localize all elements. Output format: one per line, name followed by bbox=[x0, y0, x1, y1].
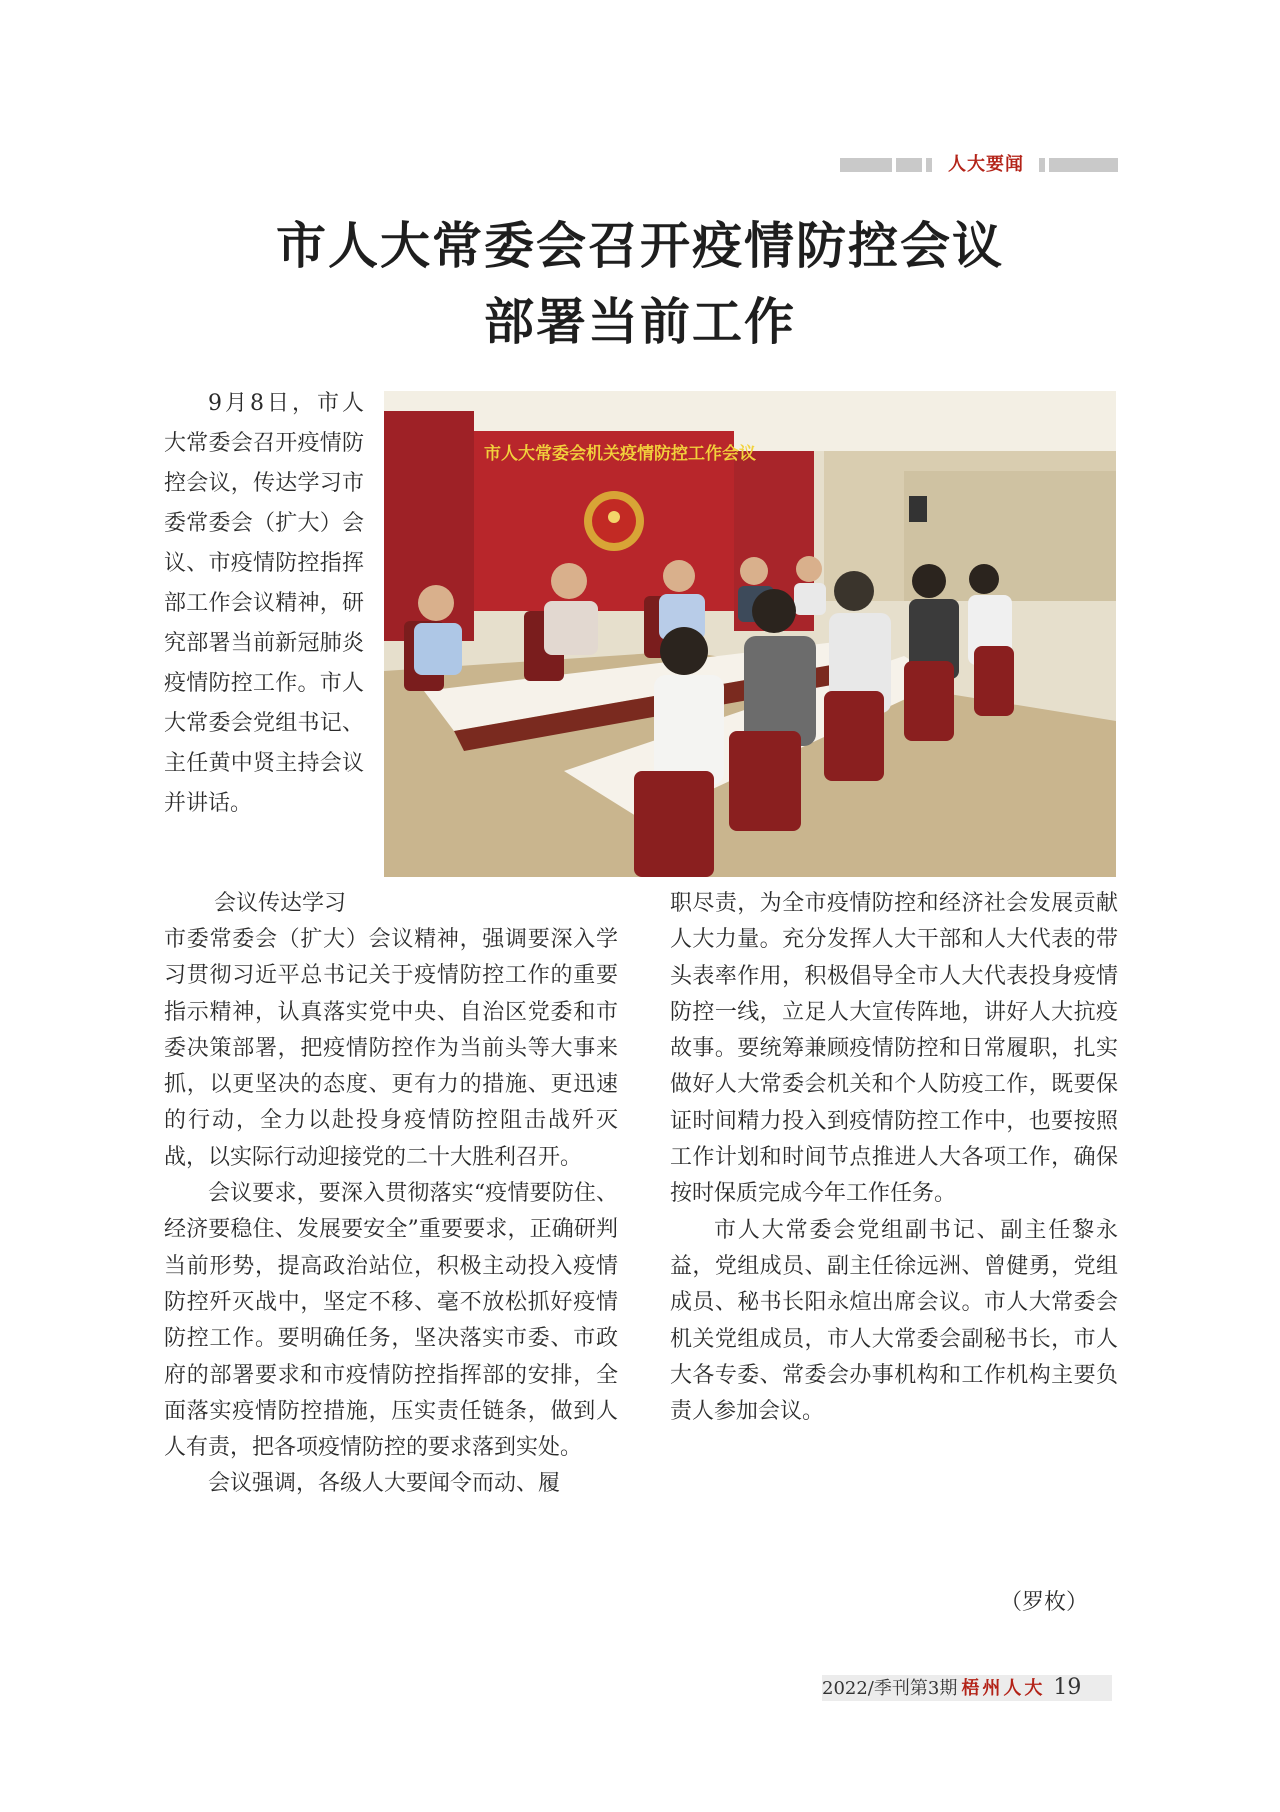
header-bar-decoration bbox=[1039, 158, 1045, 172]
header-bar-decoration bbox=[926, 158, 932, 172]
issue-label: 2022/季刊第3期 bbox=[822, 1678, 958, 1699]
intro-paragraph bbox=[164, 384, 364, 824]
paragraph-2: 会议要求，要深入贯彻落实“疫情要防住、经济要稳住、发展要安全”重要要求，正确研判当前形势，提高政治站位，积极主动投入疫情防控歼灭战中，坚定不移、毫不放松抓好疫情防控工作。要明确任务，坚决落实市委、市政府的部署要求和市疫情防控指挥部的安排，全面落实疫情防控措施，压实责任链条，做到人人有责，把各项疫情防控的要求落到实处。 bbox=[164, 1181, 618, 1461]
article-title-line-2: 部署当前工作 bbox=[484, 292, 796, 351]
author-credit: （罗枚） bbox=[1000, 1590, 1089, 1615]
magazine-name: 梧州人大 bbox=[961, 1678, 1046, 1699]
paragraph-3-start: 会议强调，各级人大要闻令而动、履 bbox=[208, 1471, 561, 1497]
page-footer bbox=[822, 1675, 1122, 1701]
left-column bbox=[164, 886, 618, 1503]
page-number: 19 bbox=[1053, 1675, 1082, 1700]
paragraph-1-continued: 市委常委会（扩大）会议精神，强调要深入学习贯彻习近平总书记关于疫情防控工作的重要指示精神，认真落实党中央、自治区党委和市委决策部署，把疫情防控作为当前头等大事来抓，以更坚决的态度、更有力的措施、更迅速的行动，全力以赴投身疫情防控阻击战歼灭战，以实际行动迎接党的二十大胜利召开。 bbox=[164, 927, 618, 1170]
article-title-line-1: 市人大常委会召开疫情防控会议 bbox=[276, 216, 1004, 275]
paragraph-4: 市人大常委会党组副书记、副主任黎永益，党组成员、副主任徐远洲、曾健勇，党组成员、秘书长阳永煊出席会议。市人大常委会机关党组成员，市人大常委会副秘书长，市人大各专委、常委会办事机构和工作机构主要负责人参加会议。 bbox=[670, 1217, 1118, 1425]
header-bar-decoration bbox=[840, 158, 892, 172]
header-bar-decoration bbox=[896, 158, 922, 172]
meeting-photo bbox=[384, 391, 1116, 877]
right-column bbox=[670, 886, 1118, 1430]
section-header bbox=[840, 154, 1118, 176]
paragraph-3-continued: 职尽责，为全市疫情防控和经济社会发展贡献人大力量。充分发挥人大干部和人大代表的带头表率作用，积极倡导全市人大代表投身疫情防控一线，立足人大宣传阵地，讲好人大抗疫故事。要统筹兼顾疫情防控和日常履职，扎实做好人大常委会机关和个人防疫工作，既要保证时间精力投入到疫情防控工作中，也要按照工作计划和时间节点推进人大各项工作，确保按时保质完成今年工作任务。 bbox=[670, 891, 1118, 1207]
intro-text: 9月8日，市人大常委会召开疫情防控会议，传达学习市委常委会（扩大）会议、市疫情防控指挥部工作会议精神，研究部署当前新冠肺炎疫情防控工作。市人大常委会党组书记、主任黄中贤主持会议并讲话。 bbox=[164, 391, 364, 816]
photo-banner-text: 市人大常委会机关疫情防控工作会议 bbox=[484, 444, 756, 464]
section-label: 人大要闻 bbox=[948, 154, 1024, 175]
intro-tail-text: 会议传达学习 bbox=[214, 891, 347, 916]
meeting-photo-illustration bbox=[384, 391, 1116, 877]
header-bar-decoration bbox=[1049, 158, 1118, 172]
